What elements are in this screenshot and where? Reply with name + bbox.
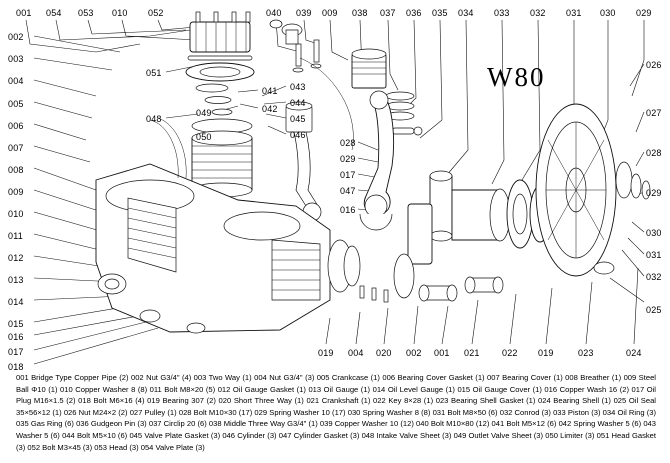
callout-bottom-019: 019 (318, 348, 334, 358)
callout-bottom-023: 023 (578, 348, 594, 358)
callout-right-027: 027 (646, 108, 662, 118)
callout-inner-049: 049 (196, 108, 212, 118)
callout-top-031: 031 (566, 8, 582, 18)
callout-top-037: 037 (380, 8, 396, 18)
callout-inner-050: 050 (196, 132, 212, 142)
callout-top-034: 034 (458, 8, 474, 18)
callout-top-009: 009 (322, 8, 338, 18)
callout-top-040: 040 (266, 8, 282, 18)
callout-top-035: 035 (432, 8, 448, 18)
callout-inner-048: 048 (146, 114, 162, 124)
callout-bottom-002: 002 (406, 348, 422, 358)
callout-top-036: 036 (406, 8, 422, 18)
callout-top-054: 054 (46, 8, 62, 18)
callout-left-010: 010 (8, 209, 24, 219)
callout-left-005: 005 (8, 99, 24, 109)
callout-inner-043: 043 (290, 82, 306, 92)
callout-inner-047: 047 (340, 186, 356, 196)
callout-top-030: 030 (600, 8, 616, 18)
callout-bottom-019: 019 (538, 348, 554, 358)
callout-right-032: 032 (646, 272, 662, 282)
callout-right-025: 025 (646, 305, 662, 315)
callout-inner-045: 045 (290, 114, 306, 124)
callout-inner-044: 044 (290, 98, 306, 108)
callout-top-053: 053 (78, 8, 94, 18)
callout-left-008: 008 (8, 165, 24, 175)
callout-right-029: 029 (646, 188, 662, 198)
callout-left-013: 013 (8, 275, 24, 285)
callout-bottom-001: 001 (434, 348, 450, 358)
callout-left-007: 007 (8, 143, 24, 153)
callout-top-001: 001 (16, 8, 32, 18)
callout-bottom-020: 020 (376, 348, 392, 358)
callout-top-052: 052 (148, 8, 164, 18)
callout-left-018: 018 (8, 362, 24, 372)
callout-bottom-022: 022 (502, 348, 518, 358)
callout-top-029: 029 (636, 8, 652, 18)
callout-left-009: 009 (8, 187, 24, 197)
callout-right-030: 030 (646, 228, 662, 238)
callout-left-016: 016 (8, 332, 24, 342)
callout-left-014: 014 (8, 297, 24, 307)
callout-top-032: 032 (530, 8, 546, 18)
callout-inner-017: 017 (340, 170, 356, 180)
parts-legend: 001 Bridge Type Copper Pipe (2) 002 Nut G3/4" (4) 003 Two Way (1) 004 Nut G3/4" (3) 005 Crankcase (1) 006 Bearing Cover Gasket (1) 007 Bearing Cover (1) 008 Breather (1) 009 Steel Ball Φ10 (1) 010 Copper Washer 8 (8) 011 Bolt M8×20 (5) 012 Oil Gauge Gasket (1) 013 Oil Gauge (1) 014 Oil Level Gauge (1) 015 Oil Gauge Cover (1) 016 Copper Wash 16 (2) 017 Oil Plug M16×1.5 (2) 018 Bolt M6×16 (4) 019 Bearing 307 (2) 020 Short Three Way (1) 021 Crankshaft (1) 022 Key 8×28 (1) 023 Bearing Shell Gasket (1) 024 Bearing Shell (1) 025 Oil Seal 35×56×12 (1) 026 Nut M24×2 (2) 027 Pulley (1) 028 Bolt M10×30 (17) 029 Spring Washer 10 (17) 030 Spring Washer 8 (8) 031 Bolt M8×50 (6) 032 Conrod (3) 033 Piston (3) 034 Oil Ring (3) 035 Gas Ring (6) 036 Gudgeon Pin (3) 037 Circlip 20 (6) 038 Middle Three Way G3/4" (1) 039 Copper Washer 10 (12) 040 Bolt M10×80 (12) 041 Bolt M5×12 (6) 042 Spring Washer 5 (6) 043 Washer 5 (6) 044 Bolt M5×10 (6) 045 Valve Plate Gasket (3) 046 Cylinder (3) 047 Cylinder Gasket (3) 048 Intake Valve Sheet (3) 049 Outlet Valve Sheet (3) 050 Limiter (3) 051 Head Gasket (3) 052 Bolt M3×45 (3) 053 Head (3) 054 Valve Plate (3) (16, 373, 656, 452)
callout-top-038: 038 (352, 8, 368, 18)
model-name: W80 (487, 62, 546, 92)
callout-inner-016: 016 (340, 205, 356, 215)
callout-right-031: 031 (646, 250, 662, 260)
callout-bottom-021: 021 (464, 348, 480, 358)
callout-inner-041: 041 (262, 86, 278, 96)
callout-top-039: 039 (296, 8, 312, 18)
callout-bottom-024: 024 (626, 348, 642, 358)
callout-inner-051: 051 (146, 68, 162, 78)
callout-left-004: 004 (8, 76, 24, 86)
callout-inner-046: 046 (290, 130, 306, 140)
callout-left-012: 012 (8, 253, 24, 263)
callout-inner-029: 029 (340, 154, 356, 164)
callout-left-002: 002 (8, 32, 24, 42)
callout-left-006: 006 (8, 121, 24, 131)
callout-right-026: 026 (646, 60, 662, 70)
callout-inner-042: 042 (262, 104, 278, 114)
callout-inner-028: 028 (340, 138, 356, 148)
callout-left-011: 011 (8, 231, 23, 241)
callout-right-028: 028 (646, 148, 662, 158)
callout-top-033: 033 (494, 8, 510, 18)
callout-left-015: 015 (8, 319, 24, 329)
callout-bottom-004: 004 (348, 348, 364, 358)
callout-left-017: 017 (8, 347, 24, 357)
callout-top-010: 010 (112, 8, 128, 18)
callout-left-003: 003 (8, 54, 24, 64)
